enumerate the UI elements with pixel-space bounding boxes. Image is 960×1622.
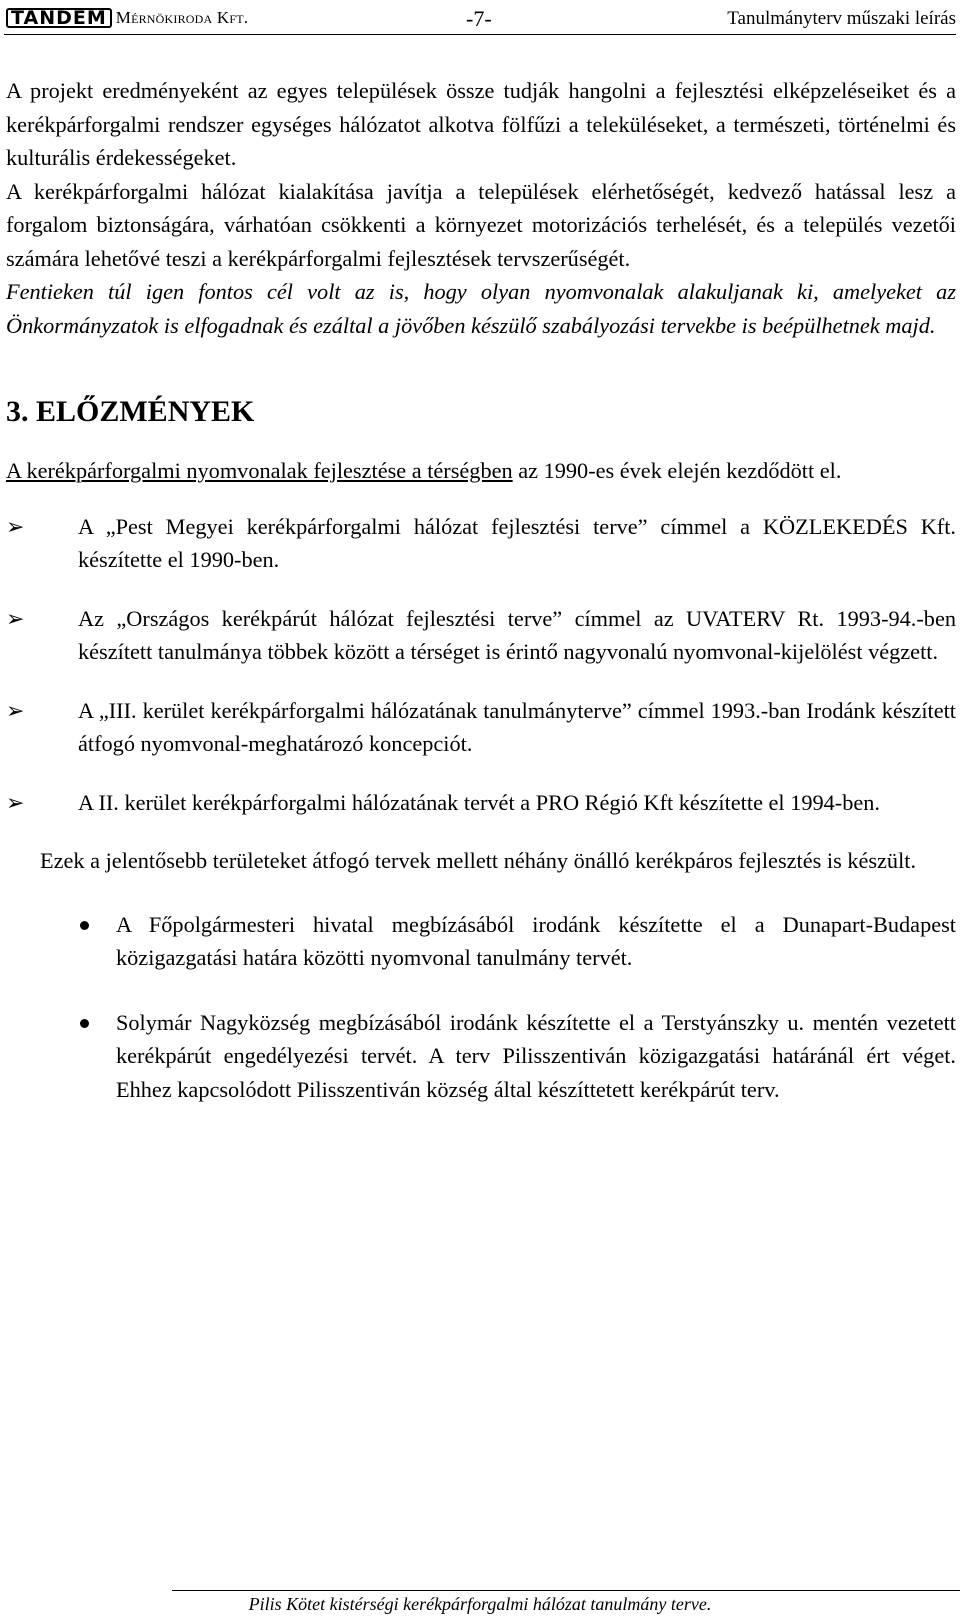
bullet-list-item (6, 908, 956, 975)
arrow-bullet-icon: ➢ (6, 514, 25, 540)
arrow-list-item (6, 694, 956, 761)
page-header (4, 4, 956, 35)
paragraph-project-result: A projekt eredményeként az egyes települések össze tudják hangolni a fejlesztési elképzeléseiket és a kerékpárforgalmi rendszer egységes hálózatot alkotva fölfűzi a teleküléseket, a természeti, történelmi és kulturális érdekességeket. (6, 78, 956, 170)
arrow-item-text: A „III. kerület kerékpárforgalmi hálózatának tanulmányterve” címmel 1993.-ban Irodánk készített átfogó nyomvonal-meghatározó koncepciót. (78, 697, 956, 756)
arrow-list-item (6, 510, 956, 577)
page-content (6, 74, 956, 1137)
logo-wordmark: TANDEM (6, 8, 112, 28)
company-name: Mérnökiroda Kft. (115, 8, 249, 27)
intro-rest-text: az 1990-es évek elején kezdődött el. (512, 458, 842, 483)
bullet-dot-icon (80, 1019, 89, 1028)
intro-underlined-text: A kerékpárforgalmi nyomvonalak fejlesztése a térségben (6, 458, 513, 483)
arrow-bullet-icon: ➢ (6, 606, 25, 632)
paragraph-goals: Fentieken túl igen fontos cél volt az is, hogy olyan nyomvonalak alakuljanak ki, amelyeket az Önkormányzatok is elfogadnak és ezáltal a jövőben készülő szabályozási tervekbe is beépülhetnek majd. (6, 279, 956, 338)
page-number: -7- (466, 6, 492, 31)
arrow-list (6, 510, 956, 820)
arrow-list-item (6, 602, 956, 669)
arrow-bullet-icon: ➢ (6, 698, 25, 724)
bullet-dot-icon (80, 921, 89, 930)
arrow-bullet-icon: ➢ (6, 790, 25, 816)
section-heading: 3. ELŐZMÉNYEK (6, 395, 255, 428)
page-footer: Pilis Kötet kistérségi kerékpárforgalmi hálózat tanulmány terve. (248, 1594, 712, 1614)
bullet-list (6, 908, 956, 1107)
arrow-item-text: A II. kerület kerékpárforgalmi hálózatának tervét a PRO Régió Kft készítette el 1994-ben. (78, 789, 880, 815)
bullet-item-text: Solymár Nagyközség megbízásából irodánk készítette el a Terstyánszky u. mentén vezetett kerékpárút engedélyezési tervét. A terv Pilisszentiván közigazgatási határánál ért véget. Ehhez kapcsolódott Pilisszentiván község által készíttetett kerékpárút terv. (116, 1009, 956, 1102)
company-logo (6, 7, 248, 29)
arrow-item-text: Az „Országos kerékpárút hálózat fejlesztési terve” címmel az UVATERV Rt. 1993-94.-ben készített tanulmánya többek között a térséget is érintő nagyvonalú nyomvonal-kijelölést végzett. (78, 605, 956, 664)
arrow-list-item (6, 786, 956, 820)
bullet-item-text: A Főpolgármesteri hivatal megbízásából irodánk készítette el a Dunapart-Budapest közigazgatási határa közötti nyomvonal tanulmány tervét. (116, 911, 956, 970)
footer-divider (172, 1590, 960, 1591)
document-type: Tanulmányterv műszaki leírás (727, 8, 956, 29)
paragraph-network-benefits: A kerékpárforgalmi hálózat kialakítása javítja a települések elérhetőségét, kedvező hatással lesz a forgalom biztonságára, várhatóan csökkenti a környezet motorizációs terhelését, és a település vezetői számára lehetővé teszi a kerékpárforgalmi fejlesztések tervszerűségét. (6, 178, 956, 271)
arrow-item-text: A „Pest Megyei kerékpárforgalmi hálózat fejlesztési terve” címmel a KÖZLEKEDÉS Kft. készítette el 1990-ben. (78, 513, 956, 572)
section-intro (6, 454, 956, 488)
bullet-list-item (6, 1006, 956, 1107)
paragraph-summary: Ezek a jelentősebb területeket átfogó tervek mellett néhány önálló kerékpáros fejlesztés is készült. (40, 848, 917, 873)
